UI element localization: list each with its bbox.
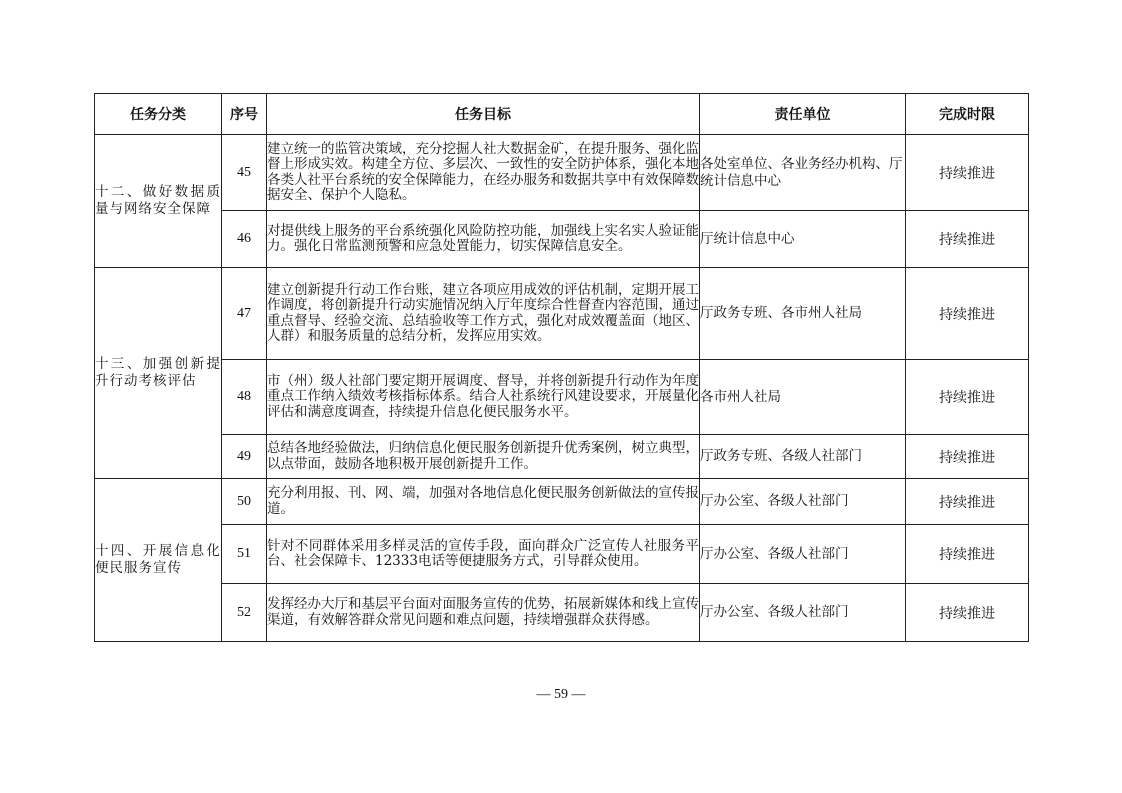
row-goal: 建立创新提升行动工作台账，建立各项应用成效的评估机制，定期开展工作调度，将创新提升行动实施情况纳入厅年度综合性督查内容范围，通过重点督导、经验交流、总结验收等工作方式，强化对成效覆盖面（地区、人群）和服务质量的总结分析，发挥应用实效。 [267, 268, 700, 360]
row-unit: 厅统计信息中心 [700, 211, 906, 268]
table-row [95, 435, 1029, 479]
row-goal: 充分利用报、刊、网、端，加强对各地信息化便民服务创新做法的宣传报道。 [267, 479, 700, 525]
table-row [95, 584, 1029, 642]
row-goal: 总结各地经验做法，归纳信息化便民服务创新提升优秀案例，树立典型，以点带面，鼓励各地积极开展创新提升工作。 [267, 435, 700, 479]
header-category: 任务分类 [95, 94, 222, 135]
row-goal: 针对不同群体采用多样灵活的宣传手段，面向群众广泛宣传人社服务平台、社会保障卡、12333电话等便捷服务方式，引导群众使用。 [267, 525, 700, 584]
row-deadline: 持续推进 [906, 435, 1029, 479]
table-row [95, 479, 1029, 525]
row-unit: 厅办公室、各级人社部门 [700, 584, 906, 642]
row-deadline: 持续推进 [906, 584, 1029, 642]
row-number: 47 [222, 268, 267, 360]
row-unit: 各市州人社局 [700, 360, 906, 435]
row-number: 45 [222, 135, 267, 211]
row-number: 46 [222, 211, 267, 268]
row-unit: 厅办公室、各级人社部门 [700, 525, 906, 584]
row-number: 49 [222, 435, 267, 479]
header-row [95, 94, 1029, 135]
category-cell: 十四、开展信息化便民服务宣传 [95, 479, 222, 642]
table-row [95, 135, 1029, 211]
category-cell: 十二、做好数据质量与网络安全保障 [95, 135, 222, 268]
row-number: 51 [222, 525, 267, 584]
row-number: 52 [222, 584, 267, 642]
row-number: 50 [222, 479, 267, 525]
row-deadline: 持续推进 [906, 479, 1029, 525]
row-unit: 厅政务专班、各市州人社局 [700, 268, 906, 360]
row-unit: 厅办公室、各级人社部门 [700, 479, 906, 525]
page-number: — 59 — [536, 687, 586, 702]
row-number: 48 [222, 360, 267, 435]
header-deadline: 完成时限 [906, 94, 1029, 135]
row-deadline: 持续推进 [906, 135, 1029, 211]
row-goal: 对提供线上服务的平台系统强化风险防控功能，加强线上实名实人验证能力。强化日常监测预警和应急处置能力，切实保障信息安全。 [267, 211, 700, 268]
row-unit: 厅政务专班、各级人社部门 [700, 435, 906, 479]
row-goal: 发挥经办大厅和基层平台面对面服务宣传的优势，拓展新媒体和线上宣传渠道，有效解答群众常见问题和难点问题，持续增强群众获得感。 [267, 584, 700, 642]
header-number: 序号 [222, 94, 267, 135]
row-deadline: 持续推进 [906, 211, 1029, 268]
row-goal: 建立统一的监管决策域，充分挖掘人社大数据金矿，在提升服务、强化监督上形成实效。构建全方位、多层次、一致性的安全防护体系，强化本地各类人社平台系统的安全保障能力，在经办服务和数据共享中有效保障数据安全、保护个人隐私。 [267, 135, 700, 211]
row-deadline: 持续推进 [906, 525, 1029, 584]
category-cell: 十三、加强创新提升行动考核评估 [95, 268, 222, 479]
row-deadline: 持续推进 [906, 360, 1029, 435]
header-unit: 责任单位 [700, 94, 906, 135]
table-row [95, 211, 1029, 268]
table-row [95, 525, 1029, 584]
table-row [95, 360, 1029, 435]
table-row [95, 268, 1029, 360]
task-table [94, 93, 1029, 642]
header-goal: 任务目标 [267, 94, 700, 135]
row-unit: 各处室单位、各业务经办机构、厅统计信息中心 [700, 135, 906, 211]
row-goal: 市（州）级人社部门要定期开展调度、督导，并将创新提升行动作为年度重点工作纳入绩效考核指标体系。结合人社系统行风建设要求，开展量化评估和满意度调查，持续提升信息化便民服务水平。 [267, 360, 700, 435]
row-deadline: 持续推进 [906, 268, 1029, 360]
